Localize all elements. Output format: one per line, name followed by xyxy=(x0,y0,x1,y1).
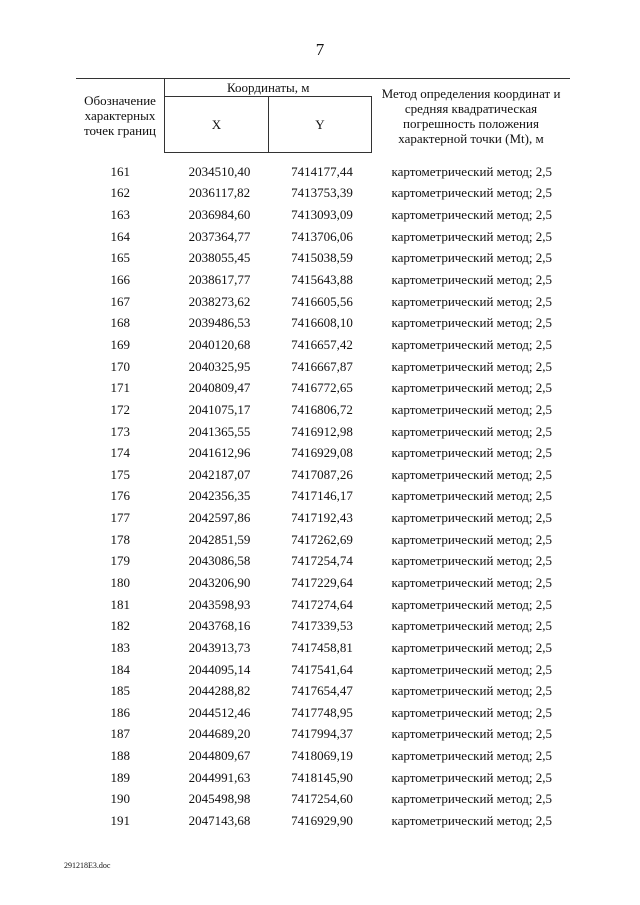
x-cell: 2036984,60 xyxy=(188,207,251,223)
y-cell: 7416929,90 xyxy=(291,813,353,829)
x-cell: 2038617,77 xyxy=(188,272,251,288)
point-cell: 162 xyxy=(110,185,130,201)
point-cell: 174 xyxy=(110,445,130,461)
x-cell: 2042187,07 xyxy=(188,466,251,482)
table-row xyxy=(76,204,570,226)
table-row xyxy=(76,248,570,270)
x-cell: 2043913,73 xyxy=(188,639,251,655)
y-cell: 7416657,42 xyxy=(291,336,353,352)
y-cell: 7414177,44 xyxy=(291,163,353,179)
point-cell: 171 xyxy=(110,380,130,396)
y-cell: 7417254,74 xyxy=(291,553,353,569)
method-cell: картометрический метод; 2,5 xyxy=(391,423,553,439)
point-cell: 183 xyxy=(110,639,130,655)
y-cell: 7413753,39 xyxy=(291,185,353,201)
header-x: X xyxy=(165,97,269,153)
y-cell: 7413093,09 xyxy=(291,207,353,223)
method-cell: картометрический метод; 2,5 xyxy=(391,466,553,482)
x-cell: 2040809,47 xyxy=(188,380,251,396)
point-cell: 169 xyxy=(110,336,130,352)
table-row xyxy=(76,183,570,205)
method-cell: картометрический метод; 2,5 xyxy=(391,704,553,720)
point-cell: 168 xyxy=(110,315,130,331)
table-row xyxy=(76,767,570,789)
x-cell: 2044689,20 xyxy=(188,726,251,742)
y-cell: 7415038,59 xyxy=(291,250,353,266)
x-cell: 2039486,53 xyxy=(188,315,251,331)
method-cell: картометрический метод; 2,5 xyxy=(391,726,553,742)
table-row xyxy=(76,659,570,681)
table-row xyxy=(76,810,570,832)
table-body xyxy=(76,153,570,832)
point-cell: 164 xyxy=(110,228,130,244)
x-cell: 2042356,35 xyxy=(188,488,251,504)
point-cell: 172 xyxy=(110,401,130,417)
method-cell: картометрический метод; 2,5 xyxy=(391,748,553,764)
header-method: Метод определения координат и средняя квадратическая погрешность положения характерной точки (Mt), м xyxy=(372,79,571,153)
method-cell: картометрический метод; 2,5 xyxy=(391,315,553,331)
point-cell: 188 xyxy=(110,748,130,764)
table-row xyxy=(76,789,570,811)
table-row xyxy=(76,680,570,702)
point-cell: 185 xyxy=(110,683,130,699)
table-row xyxy=(76,442,570,464)
x-cell: 2043086,58 xyxy=(188,553,251,569)
table-row xyxy=(76,551,570,573)
point-cell: 173 xyxy=(110,423,130,439)
method-cell: картометрический метод; 2,5 xyxy=(391,639,553,655)
x-cell: 2044991,63 xyxy=(188,769,251,785)
x-cell: 2043206,90 xyxy=(188,574,251,590)
point-cell: 170 xyxy=(110,358,130,374)
y-cell: 7416667,87 xyxy=(291,358,353,374)
point-cell: 176 xyxy=(110,488,130,504)
method-cell: картометрический метод; 2,5 xyxy=(391,228,553,244)
table-row xyxy=(76,572,570,594)
x-cell: 2041075,17 xyxy=(188,401,251,417)
y-cell: 7416772,65 xyxy=(291,380,353,396)
y-cell: 7417339,53 xyxy=(291,618,353,634)
x-cell: 2040120,68 xyxy=(188,336,251,352)
y-cell: 7413706,06 xyxy=(291,228,353,244)
method-cell: картометрический метод; 2,5 xyxy=(391,813,553,829)
y-cell: 7417229,64 xyxy=(291,574,353,590)
x-cell: 2044512,46 xyxy=(188,704,251,720)
x-cell: 2042597,86 xyxy=(188,510,251,526)
table-row xyxy=(76,291,570,313)
point-cell: 190 xyxy=(110,791,130,807)
table-row xyxy=(76,377,570,399)
x-cell: 2040325,95 xyxy=(188,358,251,374)
header-point-designation: Обозначение характерных точек границ xyxy=(76,79,165,153)
x-cell: 2042851,59 xyxy=(188,531,251,547)
y-cell: 7417541,64 xyxy=(291,661,353,677)
table-row xyxy=(76,464,570,486)
point-cell: 161 xyxy=(110,163,130,179)
method-cell: картометрический метод; 2,5 xyxy=(391,207,553,223)
point-cell: 182 xyxy=(110,618,130,634)
y-cell: 7417654,47 xyxy=(291,683,353,699)
y-cell: 7417458,81 xyxy=(291,639,353,655)
point-cell: 179 xyxy=(110,553,130,569)
method-cell: картометрический метод; 2,5 xyxy=(391,445,553,461)
footer-filename: 291218E3.doc xyxy=(64,861,111,870)
table-row xyxy=(76,637,570,659)
x-cell: 2044288,82 xyxy=(188,683,251,699)
x-cell: 2041612,96 xyxy=(188,445,251,461)
x-cell: 2047143,68 xyxy=(188,813,251,829)
y-cell: 7416608,10 xyxy=(291,315,353,331)
y-cell: 7418145,90 xyxy=(291,769,353,785)
point-cell: 166 xyxy=(110,272,130,288)
method-cell: картометрический метод; 2,5 xyxy=(391,683,553,699)
method-cell: картометрический метод; 2,5 xyxy=(391,272,553,288)
y-cell: 7417274,64 xyxy=(291,596,353,612)
y-cell: 7416929,08 xyxy=(291,445,353,461)
x-cell: 2034510,40 xyxy=(188,163,251,179)
point-cell: 191 xyxy=(110,813,130,829)
table-row xyxy=(76,486,570,508)
header-y: Y xyxy=(269,97,372,153)
method-cell: картометрический метод; 2,5 xyxy=(391,574,553,590)
x-cell: 2038273,62 xyxy=(188,293,251,309)
y-cell: 7415643,88 xyxy=(291,272,353,288)
point-cell: 186 xyxy=(110,704,130,720)
table-row xyxy=(76,529,570,551)
table-row xyxy=(76,226,570,248)
table-row xyxy=(76,745,570,767)
y-cell: 7417146,17 xyxy=(291,488,353,504)
point-cell: 180 xyxy=(110,574,130,590)
x-cell: 2043768,16 xyxy=(188,618,251,634)
method-cell: картометрический метод; 2,5 xyxy=(391,250,553,266)
point-cell: 184 xyxy=(110,661,130,677)
table-row xyxy=(76,507,570,529)
y-cell: 7416806,72 xyxy=(291,401,353,417)
point-cell: 163 xyxy=(110,207,130,223)
y-cell: 7417262,69 xyxy=(291,531,353,547)
method-cell: картометрический метод; 2,5 xyxy=(391,358,553,374)
method-cell: картометрический метод; 2,5 xyxy=(391,791,553,807)
method-cell: картометрический метод; 2,5 xyxy=(391,553,553,569)
x-cell: 2037364,77 xyxy=(188,228,251,244)
table-row xyxy=(76,594,570,616)
method-cell: картометрический метод; 2,5 xyxy=(391,618,553,634)
table-row xyxy=(76,399,570,421)
method-cell: картометрический метод; 2,5 xyxy=(391,293,553,309)
y-cell: 7416912,98 xyxy=(291,423,353,439)
table-row xyxy=(76,269,570,291)
table-row xyxy=(76,356,570,378)
y-cell: 7417254,60 xyxy=(291,791,353,807)
x-cell: 2036117,82 xyxy=(188,185,251,201)
y-cell: 7417087,26 xyxy=(291,466,353,482)
x-cell: 2044809,67 xyxy=(188,748,251,764)
point-cell: 177 xyxy=(110,510,130,526)
point-cell: 165 xyxy=(110,250,130,266)
coordinates-table xyxy=(76,78,570,832)
table-row xyxy=(76,702,570,724)
method-cell: картометрический метод; 2,5 xyxy=(391,336,553,352)
y-cell: 7418069,19 xyxy=(291,748,353,764)
method-cell: картометрический метод; 2,5 xyxy=(391,661,553,677)
point-cell: 167 xyxy=(110,293,130,309)
method-cell: картометрический метод; 2,5 xyxy=(391,380,553,396)
method-cell: картометрический метод; 2,5 xyxy=(391,510,553,526)
method-cell: картометрический метод; 2,5 xyxy=(391,769,553,785)
method-cell: картометрический метод; 2,5 xyxy=(391,488,553,504)
method-cell: картометрический метод; 2,5 xyxy=(391,531,553,547)
point-cell: 178 xyxy=(110,531,130,547)
y-cell: 7416605,56 xyxy=(291,293,353,309)
point-cell: 181 xyxy=(110,596,130,612)
method-cell: картометрический метод; 2,5 xyxy=(391,163,553,179)
table-row xyxy=(76,153,570,183)
point-cell: 175 xyxy=(110,466,130,482)
point-cell: 187 xyxy=(110,726,130,742)
x-cell: 2041365,55 xyxy=(188,423,251,439)
y-cell: 7417994,37 xyxy=(291,726,353,742)
x-cell: 2038055,45 xyxy=(188,250,251,266)
x-cell: 2043598,93 xyxy=(188,596,251,612)
table-row xyxy=(76,724,570,746)
page-number: 7 xyxy=(315,40,325,59)
header-coordinates: Координаты, м xyxy=(165,79,372,97)
x-cell: 2044095,14 xyxy=(188,661,251,677)
table-row xyxy=(76,615,570,637)
method-cell: картометрический метод; 2,5 xyxy=(391,596,553,612)
table-row xyxy=(76,312,570,334)
y-cell: 7417748,95 xyxy=(291,704,353,720)
table-row xyxy=(76,334,570,356)
x-cell: 2045498,98 xyxy=(188,791,251,807)
table-row xyxy=(76,421,570,443)
y-cell: 7417192,43 xyxy=(291,510,353,526)
point-cell: 189 xyxy=(110,769,130,785)
method-cell: картометрический метод; 2,5 xyxy=(391,401,553,417)
method-cell: картометрический метод; 2,5 xyxy=(391,185,553,201)
